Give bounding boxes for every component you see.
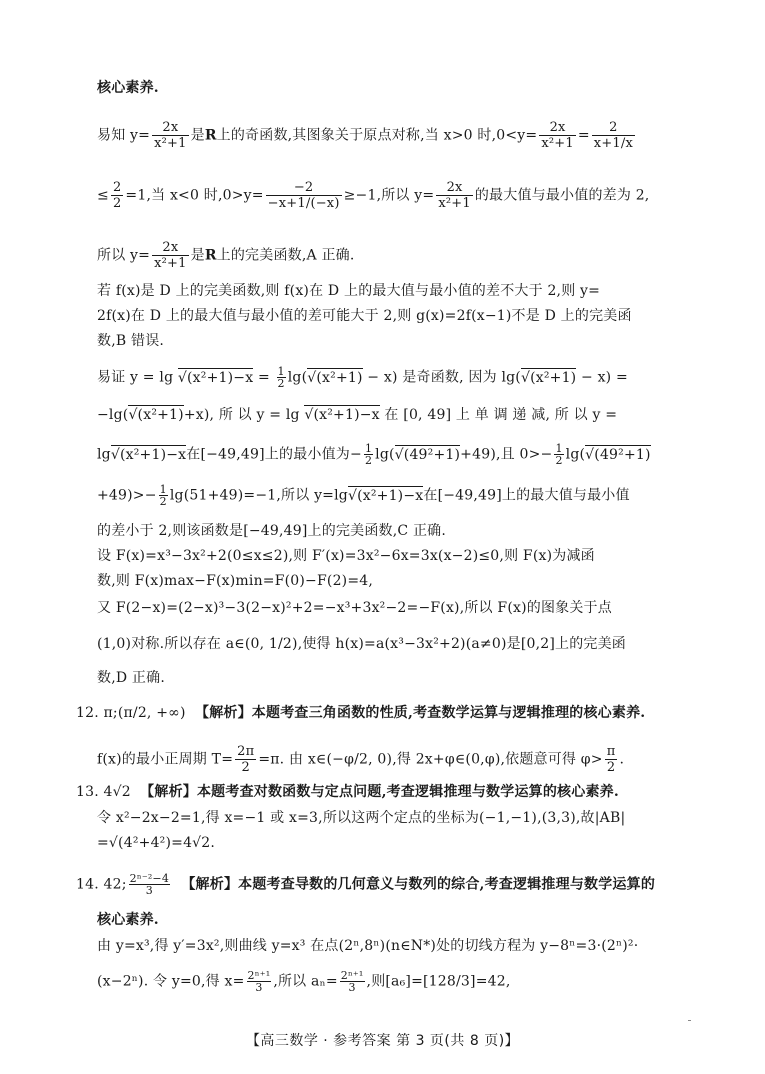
text-line: 令 x²−2x−2=1,得 x=−1 或 x=3,所以这两个定点的坐标为(−1,−1),(3,3),故|AB| xyxy=(97,810,626,826)
answer-item-13: 13. 4√2 【解析】本题考查对数函数与定点问题,考查逻辑推理与数学运算的核心素养. xyxy=(76,784,619,800)
text-line: 又 F(2−x)=(2−x)³−3(2−x)²+2=−x³+3x²−2=−F(x),所以 F(x)的图象关于点 xyxy=(97,600,612,616)
text-line: (1,0)对称.所以存在 a∈(0, 1/2),使得 h(x)=a(x³−3x²+2)(a≠0)是[0,2]上的完美函 xyxy=(97,636,627,652)
fraction: $\frac{\pi}{2}$ xyxy=(606,744,616,775)
text-line: 若 f(x)是 D 上的完美函数,则 f(x)在 D 上的最大值与最小值的差不大于 2,则 y= xyxy=(97,283,601,299)
text-line: 的差小于 2,则该函数是[−49,49]上的完美函数,C 正确. xyxy=(97,523,447,539)
text-line: 由 y=x³,得 y′=3x²,则曲线 y=x³ 在点(2ⁿ,8ⁿ)(n∈N*)处的切线方程为 y−8ⁿ=3·(2ⁿ)²· xyxy=(97,938,639,954)
fraction: $\frac{\text{2ⁿ⁺¹}}{3}$ xyxy=(340,969,364,994)
interval: (0, 1/2) xyxy=(244,636,298,652)
text-line: 易证 y = lg √(x²+1)−x = $\frac{1}{2}$ lg(√(x²+1) − x) 是奇函数, 因为 lg(√(x²+1) − x) = xyxy=(97,365,628,390)
fraction: $\frac{\text{2ⁿ⁻²−4}}{3}$ xyxy=(129,872,170,897)
fraction: $\frac{2x}{\text{x²+1}}$ xyxy=(154,120,187,151)
text-line: 易知 y= $\frac{2x}{\text{x²+1}}$ 是R上的奇函数,其图象关于原点对称,当 x>0 时,0<y= $\frac{2x}{\text{x²+1}}$ = $\frac{2}{x+1/x}$ xyxy=(97,120,633,151)
fraction: $\frac{\text{2ⁿ⁺¹}}{3}$ xyxy=(247,969,271,994)
scan-mark xyxy=(688,1020,691,1021)
answer-item-14: 14. 42; $\frac{\text{2ⁿ⁻²−4}}{3}$ 【解析】本题考查导数的几何意义与数列的综合,考查逻辑推理与数学运算的 xyxy=(76,872,656,897)
fraction: $\frac{2x}{\text{x²+1}}$ xyxy=(541,120,574,151)
text-line: f(x)的最小正周期 T= $\frac{2\pi}{2}$ =π. 由 x∈(−φ/2, 0),得 2x+φ∈(0,φ),依题意可得 φ> $\frac{\pi}{2}$ . xyxy=(97,744,625,775)
text-line: lg√(x²+1)−x在[−49,49]上的最小值为− $\frac{1}{2}$ lg(√(49²+1)+49),且 0>− $\frac{1}{2}$ lg(√(49²+1) xyxy=(97,442,651,467)
fraction: $\frac{1}{2}$ xyxy=(555,442,563,467)
fraction: $\frac{2x}{\text{x²+1}}$ xyxy=(438,180,471,211)
text-line: 核心素养. xyxy=(97,912,159,928)
text-line: 数,则 F(x)max−F(x)min=F(0)−F(2)=4, xyxy=(97,573,374,589)
fraction: $\frac{2\pi}{2}$ xyxy=(237,744,255,775)
text-line: −lg(√(x²+1)+x), 所 以 y = lg √(x²+1)−x 在 [0, 49] 上 单 调 递 减, 所 以 y = xyxy=(97,407,618,423)
text-line: 所以 y= $\frac{2x}{\text{x²+1}}$ 是R上的完美函数,A 正确. xyxy=(97,240,355,271)
text-line: +49)>− $\frac{1}{2}$ lg(51+49)=−1,所以 y=lg√(x²+1)−x在[−49,49]上的最大值与最小值 xyxy=(97,483,630,508)
answer-item-12: 12. π;(π/2, +∞) 【解析】本题考查三角函数的性质,考查数学运算与逻辑推理的核心素养. xyxy=(76,705,646,721)
text-line: (x−2ⁿ). 令 y=0,得 x= $\frac{\text{2ⁿ⁺¹}}{3}$ ,所以 aₙ= $\frac{\text{2ⁿ⁺¹}}{3}$ ,则[a₆]=[128/3]=42, xyxy=(97,969,511,994)
text-line: 核心素养. xyxy=(97,80,159,96)
sqrt-expression: √(x²+1)−x xyxy=(177,369,254,386)
fraction: $\frac{2}{2}$ xyxy=(112,180,122,211)
text-line: 设 F(x)=x³−3x²+2(0≤x≤2),则 F′(x)=3x²−6x=3x(x−2)≤0,则 F(x)为减函 xyxy=(97,548,595,564)
fraction: $\frac{2x}{\text{x²+1}}$ xyxy=(154,240,187,271)
fraction: $\frac{1}{2}$ xyxy=(159,483,167,508)
fraction: $\frac{1}{2}$ xyxy=(364,442,373,467)
text-line: 数,D 正确. xyxy=(97,670,165,686)
text-line: ≤ $\frac{2}{2}$ =1,当 x<0 时,0>y= $\frac{-2}{-x+1/(-x)}$ ≥−1,所以 y= $\frac{2x}{\text{x²+1}}$ 的最大值与最小值的差为 2, xyxy=(97,180,650,211)
fraction: $\frac{-2}{-x+1/(-x)}$ xyxy=(267,180,340,211)
text-line: =√(4²+4²)=4√2. xyxy=(97,835,216,851)
fraction: $\frac{2}{x+1/x}$ xyxy=(593,120,633,151)
text-line: 2f(x)在 D 上的最大值与最小值的差可能大于 2,则 g(x)=2f(x−1)不是 D 上的完美函 xyxy=(97,308,632,324)
page-footer: 【高三数学 · 参考答案 第 3 页(共 8 页)】 xyxy=(245,1033,520,1049)
text-line: 数,B 错误. xyxy=(97,333,165,349)
fraction: $\frac{1}{2}$ xyxy=(277,365,285,390)
